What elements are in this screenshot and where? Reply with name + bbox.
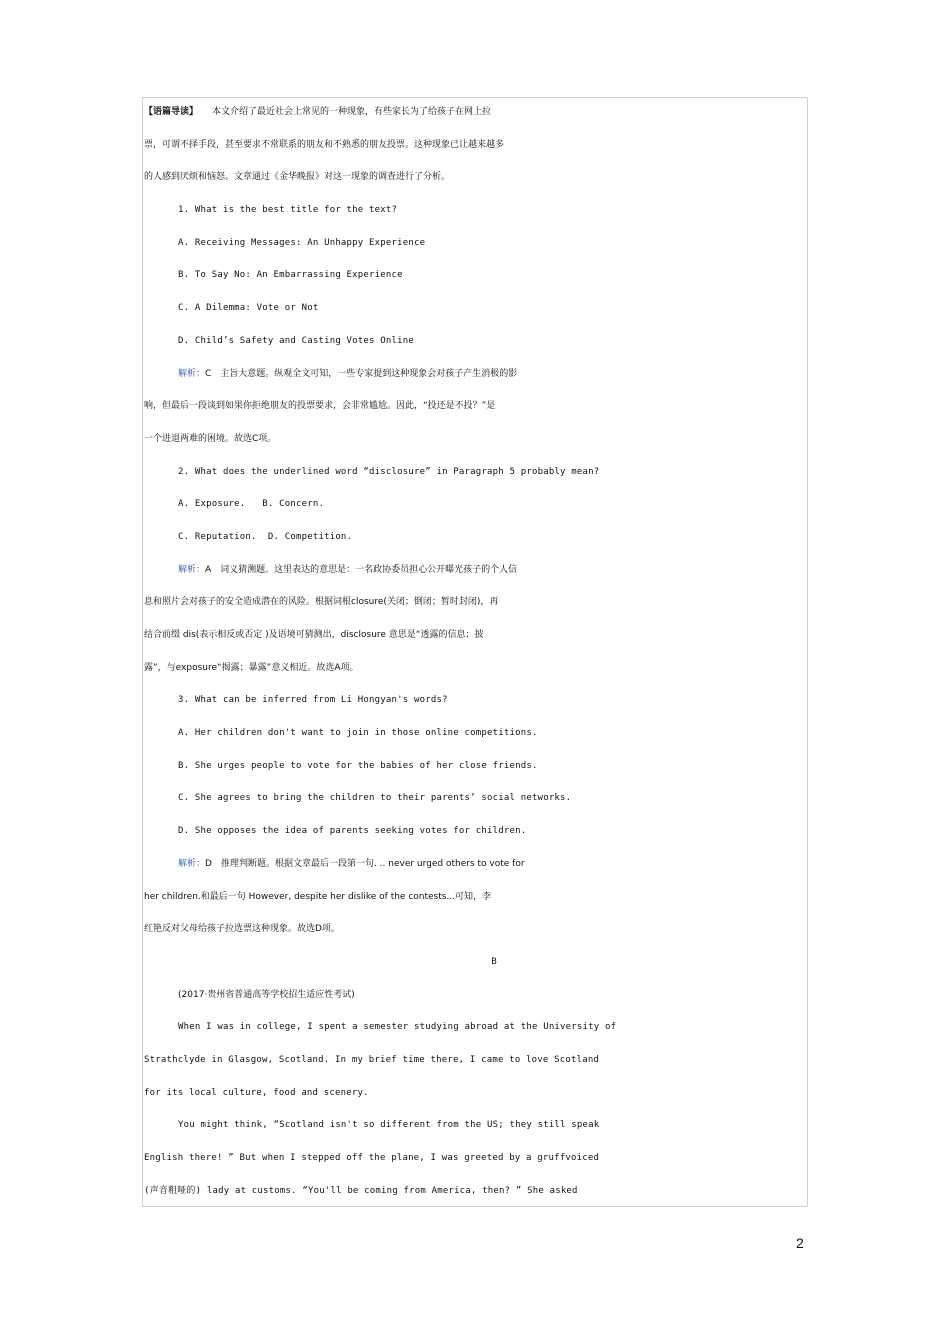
q3-analysis-text-1: D 推理判断题。根据文章最后一段第一句. .. never urged others to vote for	[205, 858, 525, 869]
intro-label: 【语篇导读】	[144, 107, 199, 117]
question-2: 2. What does the underlined word “disclosure” in Paragraph 5 probably mean?	[178, 466, 600, 477]
passage-line-1: When I was in college, I spent a semester studying abroad at the University of	[178, 1022, 617, 1033]
document-body	[144, 96, 844, 1207]
q3-analysis-line-2: her children.和最后一句 However, despite her dislike of the contests...可知，李	[144, 891, 492, 902]
page-number: 2	[796, 1235, 804, 1251]
passage-line-6: (声音粗哑的) lady at customs. “You'll be coming from America, then? ” She asked	[144, 1185, 578, 1196]
q2-options-cd: C. Reputation. D. Competition.	[178, 531, 353, 542]
section-heading: B	[491, 956, 497, 967]
passage-line-3: for its local culture, food and scenery.	[144, 1087, 369, 1098]
q1-option-b: B. To Say No: An Embarrassing Experience	[178, 270, 403, 281]
q1-option-d: D. Child’s Safety and Casting Votes Online	[178, 335, 414, 346]
q3-option-c: C. She agrees to bring the children to their parents’ social networks.	[178, 793, 572, 804]
intro-line-1	[144, 96, 844, 129]
analysis-label: 解析：	[178, 858, 206, 869]
question-3: 3. What can be inferred from Li Hongyan's words?	[178, 695, 448, 706]
q3-option-a: A. Her children don't want to join in those online competitions.	[178, 728, 538, 739]
analysis-label: 解析：	[178, 564, 206, 575]
q1-analysis-line-1	[144, 358, 844, 391]
intro-text-1: 本文介绍了最近社会上常见的一种现象，有些家长为了给孩子在网上拉	[212, 107, 492, 117]
passage-line-4: You might think, “Scotland isn't so different from the US; they still speak	[178, 1120, 600, 1131]
question-1: 1. What is the best title for the text?	[178, 205, 398, 216]
q2-options-ab: A. Exposure. B. Concern.	[178, 499, 325, 510]
q3-analysis-line-1	[144, 848, 844, 881]
q1-option-c: C. A Dilemma: Vote or Not	[178, 303, 319, 314]
passage-line-2: Strathclyde in Glasgow, Scotland. In my brief time there, I came to love Scotland	[144, 1054, 600, 1065]
q3-analysis-line-3: 红艳反对父母给孩子拉选票这种现象。故选D项。	[144, 924, 340, 935]
q2-analysis-line-2: 息和照片会对孩子的安全造成潜在的风险。根据词根closure(关闭；倒闭；暂时封闭)，再	[144, 597, 499, 608]
q2-analysis-text-1: A 词义猜测题。这里表达的意思是：一名政协委员担心公开曝光孩子的个人信	[205, 564, 518, 575]
q1-option-a: A. Receiving Messages: An Unhappy Experience	[178, 237, 426, 248]
intro-line-2: 票，可谓不择手段，甚至要求不常联系的朋友和不熟悉的朋友投票。这种现象已让越来越多	[144, 139, 505, 150]
q2-analysis-line-3: 结合前缀 dis(表示相反或否定 )及语境可猜测出，disclosure 意思是“透露的信息；披	[144, 630, 484, 640]
section-source: (2017·贵州省普通高等学校招生适应性考试)	[178, 989, 355, 1000]
q1-analysis-text-1: C 主旨大意题。纵观全文可知，一些专家提到这种现象会对孩子产生消极的影	[205, 368, 518, 379]
analysis-label: 解析：	[178, 368, 206, 379]
q2-analysis-line-4: 露”，与exposure“揭露；暴露”意义相近。故选A项。	[144, 662, 359, 673]
intro-line-3: 的人感到厌烦和恼怒。文章通过《金华晚报》对这一现象的调查进行了分析。	[144, 172, 451, 183]
q1-analysis-line-3: 一个进退两难的困境。故选C项。	[144, 433, 277, 444]
passage-line-5: English there! ” But when I stepped off the plane, I was greeted by a gruffvoiced	[144, 1153, 600, 1163]
q1-analysis-line-2: 响，但最后一段谈到如果你拒绝朋友的投票要求，会非常尴尬。因此，“投还是不投？”是	[144, 401, 496, 412]
q3-option-b: B. She urges people to vote for the babies of her close friends.	[178, 760, 538, 771]
q3-option-d: D. She opposes the idea of parents seeking votes for children.	[178, 826, 527, 837]
q2-analysis-line-1	[144, 554, 844, 587]
